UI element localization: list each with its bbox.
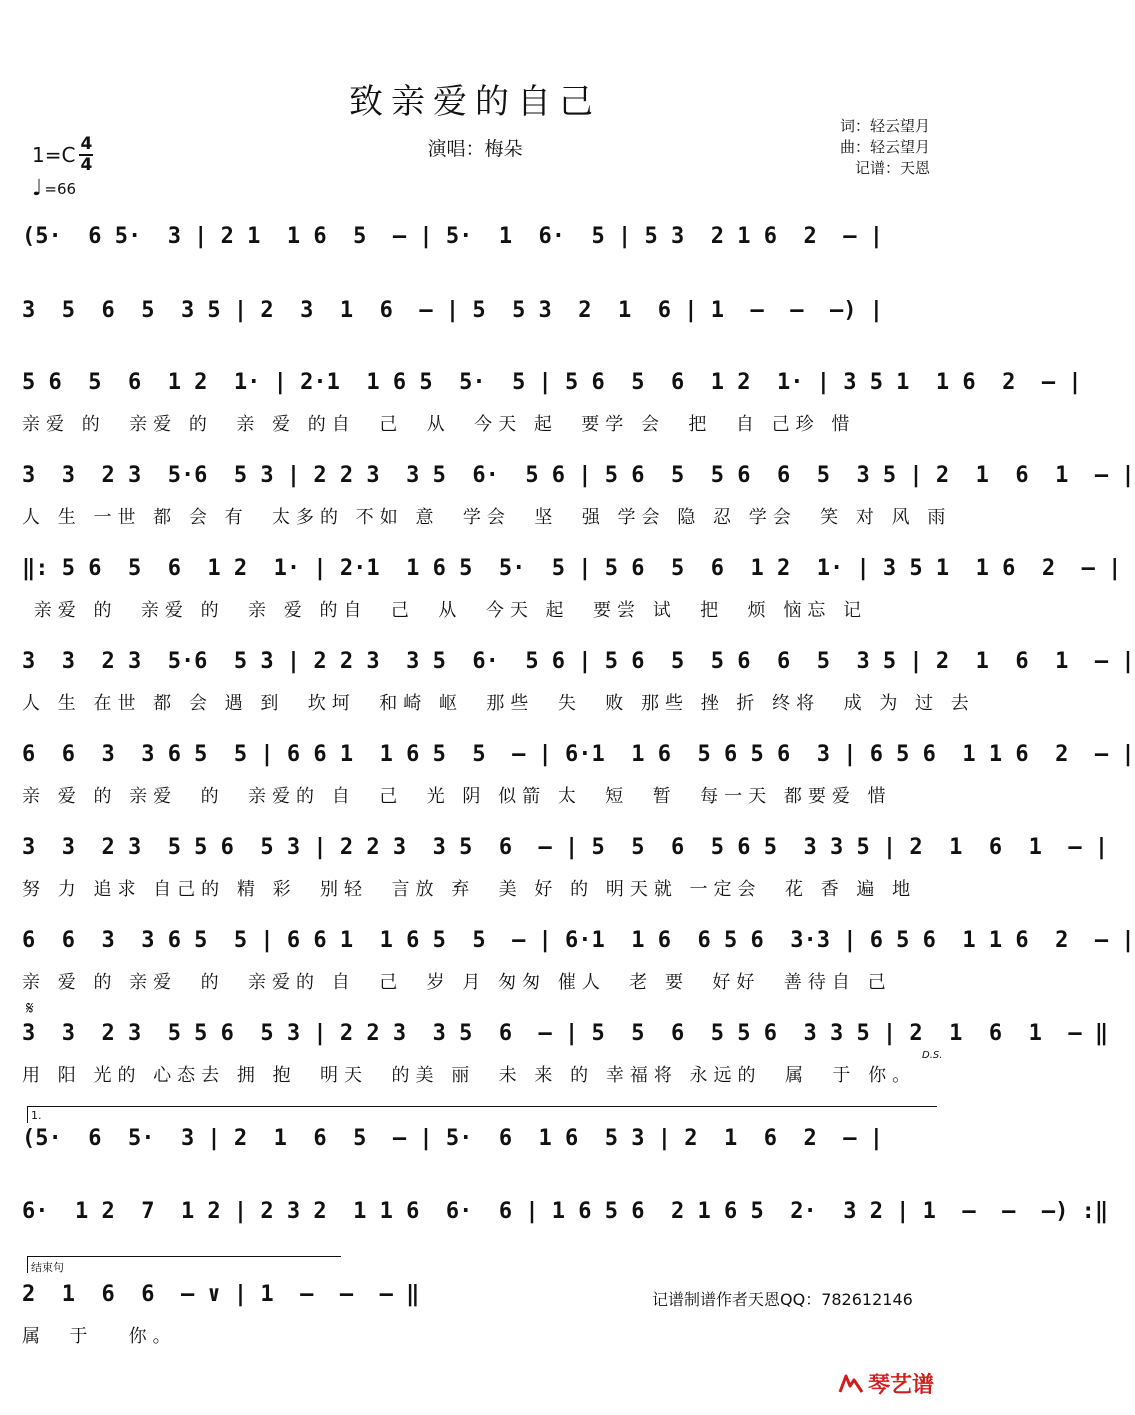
lyrics-line: 努 力 追求 自己的 精 彩 别轻 言放 弃 美 好 的 明天就 一定会 花 香 遍 地 bbox=[22, 879, 917, 900]
qinyipu-logo-icon bbox=[838, 1372, 864, 1396]
lyricist-credit: 词：轻云望月 bbox=[839, 117, 930, 135]
notation-line: 3 3 2 3 5·6 5 3 | 2 2 3 3 5 6· 5 6 | 5 6 5 5 6 6 5 3 5 | 2 1 6 1 – | bbox=[22, 649, 1135, 674]
coda-bracket bbox=[27, 1256, 341, 1273]
tempo-value: =66 bbox=[44, 179, 77, 198]
lyrics-line: 属 于 你。 bbox=[22, 1326, 177, 1347]
lyrics-line: 人 生 在世 都 会 遇 到 坎坷 和崎 岖 那些 失 败 那些 挫 折 终将 成 为 过 去 bbox=[22, 693, 975, 714]
lyrics-line: 亲爱 的 亲爱 的 亲 爱 的自 己 从 今天 起 要尝 试 把 烦 恼忘 记 bbox=[22, 600, 868, 621]
ds-mark: D.S. bbox=[922, 1050, 943, 1061]
notation-line: ‖: 5 6 5 6 1 2 1· | 2·1 1 6 5 5· 5 | 5 6 5 6 1 2 1· | 3 5 1 1 6 2 – | bbox=[22, 556, 1122, 581]
notation-line: 6 6 3 3 6 5 5 | 6 6 1 1 6 5 5 – | 6·1 1 6 5 6 5 6 3 | 6 5 6 1 1 6 2 – | bbox=[22, 742, 1135, 767]
first-ending-bracket bbox=[27, 1106, 937, 1123]
composer-credit: 曲：轻云望月 bbox=[839, 138, 930, 156]
tempo-mark bbox=[32, 176, 76, 201]
lyrics-line: 人 生 一世 都 会 有 太多的 不如 意 学会 坚 强 学会 隐 忍 学会 笑 对 风 雨 bbox=[22, 507, 952, 528]
transcriber-contact: 记谱制谱作者天恩QQ：782612146 bbox=[652, 1290, 913, 1309]
lyrics-line: 亲爱 的 亲爱 的 亲 爱 的自 己 从 今天 起 要学 会 把 自 己珍 惜 bbox=[22, 414, 856, 435]
credits-block bbox=[840, 116, 930, 179]
key-label: 1=C bbox=[32, 143, 76, 167]
singer-credit: 演唱：梅朵 bbox=[427, 138, 523, 160]
notation-line: 3 5 6 5 3 5 | 2 3 1 6 – | 5 5 3 2 1 6 | 1 – – –) | bbox=[22, 298, 883, 323]
quarter-note-icon: ♩ bbox=[32, 176, 43, 201]
time-top: 4 bbox=[80, 134, 93, 154]
page-title: 致亲爱的自己 bbox=[349, 82, 601, 122]
notation-line: 6 6 3 3 6 5 5 | 6 6 1 1 6 5 5 – | 6·1 1 6 6 5 6 3·3 | 6 5 6 1 1 6 2 – | bbox=[22, 928, 1135, 953]
notation-line: 3 3 2 3 5 5 6 5 3 | 2 2 3 3 5 6 – | 5 5 6 5 6 5 3 3 5 | 2 1 6 1 – | bbox=[22, 835, 1109, 860]
notation-line: 2 1 6 6 – ∨ | 1 – – – ‖ bbox=[22, 1282, 420, 1307]
time-signature bbox=[79, 136, 93, 174]
notation-line: (5· 6 5· 3 | 2 1 1 6 5 – | 5· 1 6· 5 | 5 3 2 1 6 2 – | bbox=[22, 224, 883, 249]
notation-line: (5· 6 5· 3 | 2 1 6 5 – | 5· 6 1 6 5 3 | 2 1 6 2 – | bbox=[22, 1126, 883, 1151]
segno-icon: 𝄋 bbox=[26, 998, 34, 1019]
logo-text: 琴艺谱 bbox=[867, 1373, 934, 1398]
coda-label: 结束句 bbox=[31, 1261, 64, 1274]
key-signature bbox=[32, 136, 93, 174]
transcriber-credit: 记谱：天恩 bbox=[854, 159, 930, 177]
notation-line: 5 6 5 6 1 2 1· | 2·1 1 6 5 5· 5 | 5 6 5 6 1 2 1· | 3 5 1 1 6 2 – | bbox=[22, 370, 1082, 395]
first-ending-label: 1. bbox=[31, 1109, 42, 1122]
time-bottom: 4 bbox=[80, 155, 93, 175]
notation-line: 3 3 2 3 5 5 6 5 3 | 2 2 3 3 5 6 – | 5 5 6 5 5 6 3 3 5 | 2 1 6 1 – ‖ bbox=[22, 1021, 1109, 1046]
lyrics-line: 用 阳 光的 心态去 拥 抱 明天 的美 丽 未 来 的 幸福将 永远的 属 于 你。 bbox=[22, 1065, 917, 1086]
lyrics-line: 亲 爱 的 亲爱 的 亲爱的 自 己 光 阴 似箭 太 短 暂 每一天 都要爱 惜 bbox=[22, 786, 892, 807]
notation-line: 6· 1 2 7 1 2 | 2 3 2 1 1 6 6· 6 | 1 6 5 6 2 1 6 5 2· 3 2 | 1 – – –) :‖ bbox=[22, 1199, 1109, 1224]
site-logo bbox=[838, 1368, 934, 1399]
notation-line: 3 3 2 3 5·6 5 3 | 2 2 3 3 5 6· 5 6 | 5 6 5 5 6 6 5 3 5 | 2 1 6 1 – | bbox=[22, 463, 1135, 488]
lyrics-line: 亲 爱 的 亲爱 的 亲爱的 自 己 岁 月 匆匆 催人 老 要 好好 善待自 己 bbox=[22, 972, 892, 993]
